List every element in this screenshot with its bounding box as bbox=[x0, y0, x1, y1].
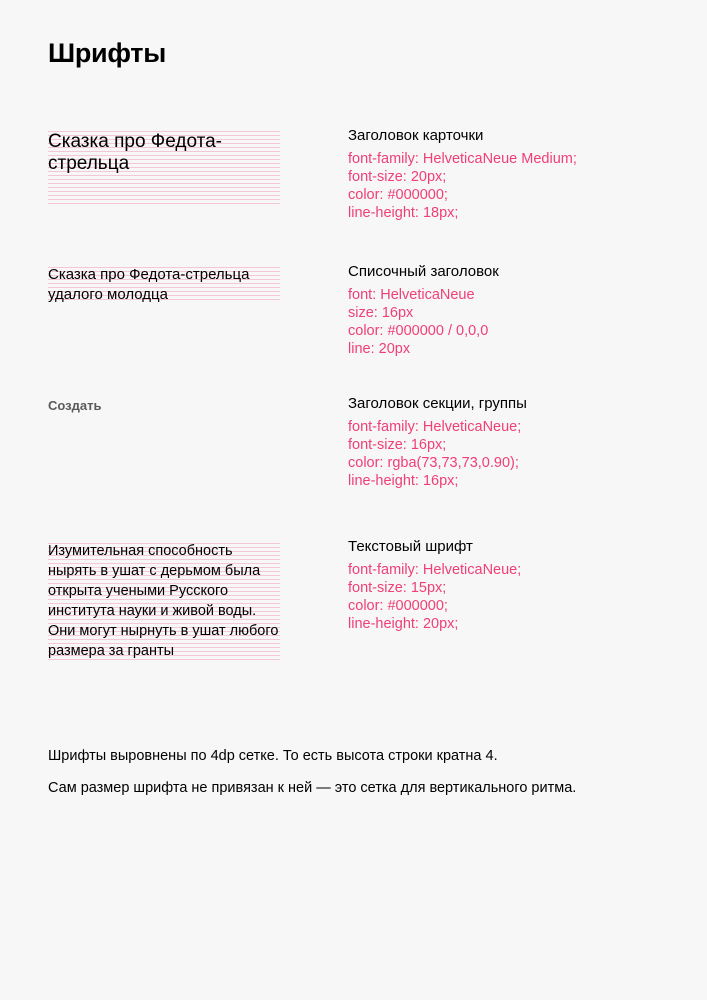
spec-section-title bbox=[348, 394, 678, 490]
spec-name: Заголовок секции, группы bbox=[348, 395, 527, 412]
spec-name: Текстовый шрифт bbox=[348, 538, 473, 555]
spec-body-text bbox=[348, 537, 678, 633]
spec-card-title bbox=[348, 126, 678, 222]
spec-list-title bbox=[348, 262, 678, 358]
spec-line: font: HelveticaNeue bbox=[348, 287, 475, 303]
spec-line: color: rgba(73,73,73,0.90); bbox=[348, 455, 519, 471]
spec-line: size: 16px bbox=[348, 305, 414, 321]
spec-line: font-family: HelveticaNeue; bbox=[348, 562, 522, 578]
page-title: Шрифты bbox=[48, 38, 166, 68]
body-text-sample: Изумительная способность нырять в ушат с дерьмом была открыта учеными Русского института науки и живой воды. Они могут нырнуть в ушат любого размера за гранты bbox=[48, 540, 280, 660]
spec-line: font-family: HelveticaNeue; bbox=[348, 419, 522, 435]
note-paragraph: Шрифты выровнены по 4dp сетке. То есть высота строки кратна 4. bbox=[48, 748, 498, 764]
spec-line: line-height: 18px; bbox=[348, 205, 459, 221]
spec-line: font-size: 20px; bbox=[348, 169, 447, 185]
card-title-sample: Сказка про Федота-стрельца bbox=[48, 128, 280, 204]
spec-line: color: #000000 / 0,0,0 bbox=[348, 323, 489, 339]
spec-line: line-height: 16px; bbox=[348, 473, 459, 489]
grid-notes bbox=[48, 746, 668, 810]
section-title-sample: Создать bbox=[48, 398, 102, 413]
spec-line: line-height: 20px; bbox=[348, 616, 459, 632]
note-paragraph: Сам размер шрифта не привязан к ней — это сетка для вертикального ритма. bbox=[48, 780, 577, 796]
spec-line: font-family: HelveticaNeue Medium; bbox=[348, 151, 577, 167]
spec-name: Списочный заголовок bbox=[348, 263, 499, 280]
spec-line: line: 20px bbox=[348, 341, 411, 357]
spec-line: font-size: 15px; bbox=[348, 580, 447, 596]
list-title-sample: Сказка про Федота-стрельца удалого молодца bbox=[48, 264, 280, 300]
spec-line: color: #000000; bbox=[348, 187, 448, 203]
spec-line: color: #000000; bbox=[348, 598, 448, 614]
spec-name: Заголовок карточки bbox=[348, 127, 484, 144]
spec-line: font-size: 16px; bbox=[348, 437, 447, 453]
